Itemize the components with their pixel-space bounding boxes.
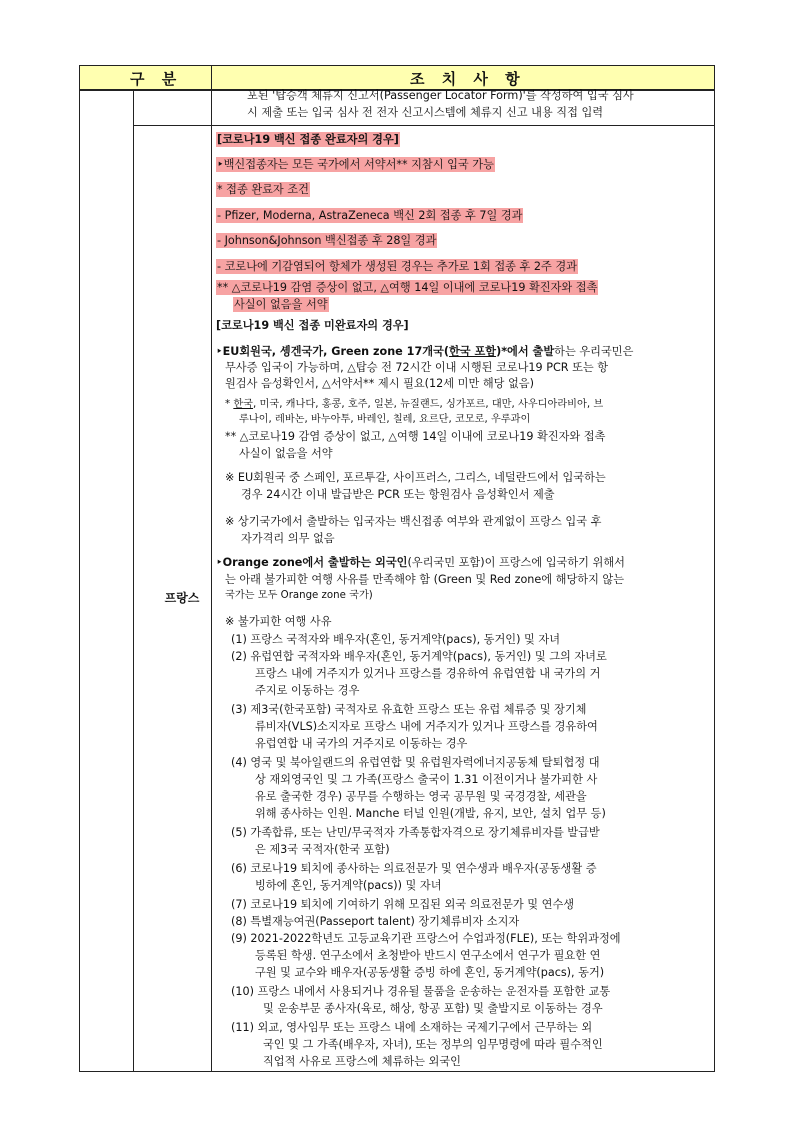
reasons-title: ※ 불가피한 여행 사유 xyxy=(225,615,332,628)
top-line-1: 포된 '탑승객 체류지 신고서(Passenger Locator Form)'를 작성하여 입국 심사 xyxy=(247,89,634,102)
row-divider xyxy=(133,125,714,126)
reason-2-cont: 주지로 이동하는 경우 xyxy=(255,684,360,697)
reason-4-cont: 상 재외영국인 및 그 가족(프랑스 출국이 1.31 이전이거나 불가피한 사 xyxy=(255,773,598,786)
vaccinated-line-1: ‣백신접종자는 모든 국가에서 서약서** 지참시 입국 가능 xyxy=(217,158,494,171)
reason-7: (7) 코로나19 퇴치에 기여하기 위해 모집된 외국 의료전문가 및 연수생 xyxy=(231,898,575,911)
reason-10-cont: 및 운송부문 종사자(육로, 해상, 항공 포함) 및 출발지로 이동하는 경우 xyxy=(263,1002,603,1015)
reason-3-cont: 류비자(VLS)소지자로 프랑스 내에 거주지가 있거나 프랑스를 경유하여 xyxy=(255,720,598,733)
vaccinated-line-5: - 코로나에 기감염되어 항체가 생성된 경우는 추가로 1회 접종 후 2주 경과 xyxy=(217,260,577,273)
note-1-line-2: 루나이, 레바논, 바누아투, 바레인, 칠레, 요르단, 코모로, 우루과이 xyxy=(239,414,531,425)
reason-4: (4) 영국 및 북아일랜드의 유럽연합 및 유럽원자력에너지공동체 탈퇴협정 대 xyxy=(231,756,600,769)
reason-11-cont: 국인 및 그 가족(배우자, 자녀), 또는 정부의 임무명령에 따라 필수적인 xyxy=(263,1038,603,1051)
reason-5: (5) 가족합류, 또는 난민/무국적자 가족통합자격으로 장기체류비자를 발급받 xyxy=(231,826,600,839)
ref-2-line-2: 자가격리 의무 없음 xyxy=(241,532,335,545)
reason-2: (2) 유럽연합 국적자와 배우자(혼인, 동거계약(pacs), 동거인) 및 그의 자녀로 xyxy=(231,650,607,663)
header-category: 구 분 xyxy=(130,70,183,88)
reason-5-cont: 은 제3국 국적자(한국 포함) xyxy=(255,843,390,856)
orange-line-1: ‣Orange zone에서 출발하는 외국인(우리국민 포함)이 프랑스에 입국하기 위해서 xyxy=(216,556,625,569)
reason-6: (6) 코로나19 퇴치에 종사하는 의료전문가 및 연수생과 배우자(공동생활 증 xyxy=(231,862,597,875)
vaccinated-line-6a: ** △코로나19 감염 증상이 없고, △여행 14일 이내에 코로나19 확진자와 접촉 xyxy=(217,281,598,294)
vaccinated-line-6b: 사실이 없음을 서약 xyxy=(234,298,328,311)
unvaccinated-heading: [코로나19 백신 접종 미완료자의 경우] xyxy=(216,319,409,332)
reason-9: (9) 2021-2022학년도 고등교육기관 프랑스어 수업과정(FLE), 또는 학위과정에 xyxy=(231,932,621,945)
measures-table xyxy=(79,65,715,1072)
eu-line-1: ‣EU회원국, 솅겐국가, Green zone 17개국(한국 포함)*에서 출발하는 우리국민은 xyxy=(216,345,634,358)
reason-6-cont: 빙하에 혼인, 동거계약(pacs)) 및 자녀 xyxy=(255,879,442,892)
reason-10: (10) 프랑스 내에서 사용되거나 경유될 물품을 운송하는 운전자를 포함한 교통 xyxy=(231,985,611,998)
inner-column-divider xyxy=(133,89,134,1071)
reason-8: (8) 특별재능여권(Passeport talent) 장기체류비자 소지자 xyxy=(231,915,520,928)
country-name: 프랑스 xyxy=(164,591,200,605)
reason-1: (1) 프랑스 국적자와 배우자(혼인, 동거계약(pacs), 동거인) 및 자녀 xyxy=(231,633,561,646)
reason-4-cont: 위해 종사하는 인원. Manche 터널 인원(개발, 유지, 보안, 설치 업무 등) xyxy=(255,807,606,820)
reason-2-cont: 프랑스 내에 거주지가 있거나 프랑스를 경유하여 유럽연합 내 국가의 거 xyxy=(255,667,601,680)
eu-line-2: 무사증 입국이 가능하며, △탑승 전 72시간 이내 시행된 코로나19 PCR 또는 항 xyxy=(225,361,609,374)
vaccinated-heading: [코로나19 백신 접종 완료자의 경우] xyxy=(217,133,399,146)
note-2-line-2: 사실이 없음을 서약 xyxy=(239,447,333,460)
vaccinated-line-3: - Pfizer, Moderna, AstraZeneca 백신 2회 접종 후 7일 경과 xyxy=(217,209,523,222)
orange-line-3: 국가는 모두 Orange zone 국가) xyxy=(225,590,373,601)
ref-1-line-1: ※ EU회원국 중 스페인, 포르투갈, 사이프러스, 그리스, 네덜란드에서 입국하는 xyxy=(225,471,606,484)
reason-9-cont: 구원 및 교수와 배우자(공동생활 증빙 하에 혼인, 동거계약(pacs), 동거) xyxy=(255,966,605,979)
ref-1-line-2: 경우 24시간 이내 발급받은 PCR 또는 항원검사 음성확인서 제출 xyxy=(241,488,555,501)
header-measures: 조 치 사 항 xyxy=(410,70,526,88)
vaccinated-line-4: - Johnson&Johnson 백신접종 후 28일 경과 xyxy=(217,234,437,247)
reason-3: (3) 제3국(한국포함) 국적자로 유효한 프랑스 또는 유럽 체류증 및 장기체 xyxy=(231,703,587,716)
reason-9-cont: 등록된 학생. 연구소에서 초청받아 반드시 연구소에서 연구가 필요한 연 xyxy=(255,949,601,962)
note-1-line-1: * 한국, 미국, 캐나다, 홍콩, 호주, 일본, 뉴질랜드, 싱가포르, 대만, 사우디아라비아, 브 xyxy=(225,399,604,410)
reason-11-cont: 직업적 사유로 프랑스에 체류하는 외국인 xyxy=(263,1055,461,1068)
ref-2-line-1: ※ 상기국가에서 출발하는 입국자는 백신접종 여부와 관계없이 프랑스 입국 후 xyxy=(225,515,602,528)
reason-11: (11) 외교, 영사임무 또는 프랑스 내에 소재하는 국제기구에서 근무하는 외 xyxy=(231,1021,593,1034)
reason-4-cont: 유로 출국한 경우) 공무를 수행하는 영국 공무원 및 국경경찰, 세관을 xyxy=(255,790,587,803)
top-line-2: 시 제출 또는 입국 심사 전 전자 신고시스템에 체류지 신고 내용 직접 입력 xyxy=(247,106,604,119)
column-divider xyxy=(211,66,212,1071)
eu-line-3: 원검사 음성확인서, △서약서** 제시 필요(12세 미만 해당 없음) xyxy=(225,377,534,390)
reason-3-cont: 유럽연합 내 국가의 거주지로 이동하는 경우 xyxy=(255,737,468,750)
vaccinated-line-2: * 접종 완료자 조건 xyxy=(217,183,309,196)
note-2-line-1: ** △코로나19 감염 증상이 없고, △여행 14일 이내에 코로나19 확진자와 접촉 xyxy=(225,430,606,443)
orange-line-2: 는 아래 불가피한 여행 사유를 만족해야 함 (Green 및 Red zone에 해당하지 않는 xyxy=(225,573,625,586)
